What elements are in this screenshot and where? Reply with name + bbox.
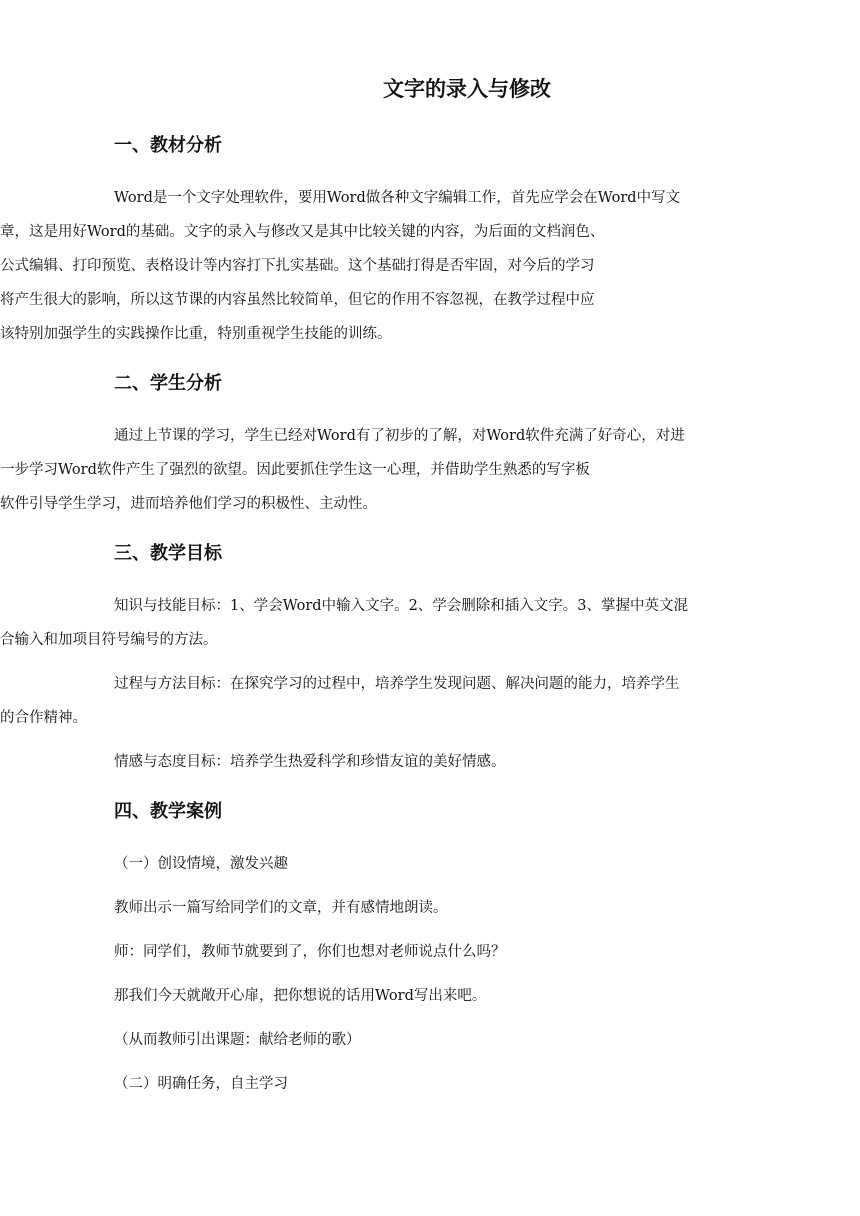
list-item: 教师出示一篇写给同学们的文章，并有感情地朗读。 xyxy=(114,900,448,916)
section-heading-3: 三、教学目标 xyxy=(114,543,222,564)
text-line: 公式编辑、打印预览、表格设计等内容打下扎实基础。这个基础打得是否牢固，对今后的学习 xyxy=(0,258,595,274)
section-body-1 xyxy=(0,181,780,351)
section-heading-2: 二、学生分析 xyxy=(114,373,222,394)
section-heading-1: 一、教材分析 xyxy=(114,135,222,156)
text-line: 将产生很大的影响，所以这节课的内容虽然比较简单，但它的作用不容忽视，在教学过程中应 xyxy=(0,292,595,308)
text-line: 过程与方法目标：在探究学习的过程中，培养学生发现问题、解决问题的能力，培养学生 xyxy=(114,676,680,692)
list-item: （从而教师引出课题：献给老师的歌） xyxy=(114,1032,361,1048)
document-title: 文字的录入与修改 xyxy=(383,77,551,101)
section-body-4 xyxy=(114,847,780,1101)
text-line: 合输入和加项目符号编号的方法。 xyxy=(0,632,218,648)
section-body-3 xyxy=(0,589,780,779)
list-item: 那我们今天就敞开心扉，把你想说的话用Word写出来吧。 xyxy=(114,988,487,1004)
text-line: 章，这是用好Word的基础。文字的录入与修改又是其中比较关键的内容，为后面的文档润色、 xyxy=(0,224,605,240)
section-body-2 xyxy=(0,419,780,521)
text-line: 通过上节课的学习，学生已经对Word有了初步的了解，对Word软件充满了好奇心，对进 xyxy=(114,428,685,444)
list-item: （二）明确任务，自主学习 xyxy=(114,1076,288,1092)
text-line: 知识与技能目标：1、学会Word中输入文字。2、学会删除和插入文字。3、掌握中英文混 xyxy=(114,598,689,614)
text-line: 的合作精神。 xyxy=(0,710,87,726)
paragraph xyxy=(0,667,780,735)
text-line: 情感与态度目标：培养学生热爱科学和珍惜友谊的美好情感。 xyxy=(114,754,506,770)
text-line: 一步学习Word软件产生了强烈的欲望。因此要抓住学生这一心理，并借助学生熟悉的写字板 xyxy=(0,462,590,478)
text-line: 该特别加强学生的实践操作比重，特别重视学生技能的训练。 xyxy=(0,326,392,342)
paragraph xyxy=(0,589,780,657)
list-item: 师：同学们，教师节就要到了，你们也想对老师说点什么吗？ xyxy=(114,944,506,960)
text-line: 软件引导学生学习，进而培养他们学习的积极性、主动性。 xyxy=(0,496,377,512)
section-heading-4: 四、教学案例 xyxy=(114,801,222,822)
paragraph xyxy=(114,745,780,779)
list-item: （一）创设情境，激发兴趣 xyxy=(114,856,288,872)
text-line: Word是一个文字处理软件，要用Word做各种文字编辑工作，首先应学会在Word中写文 xyxy=(114,190,681,206)
